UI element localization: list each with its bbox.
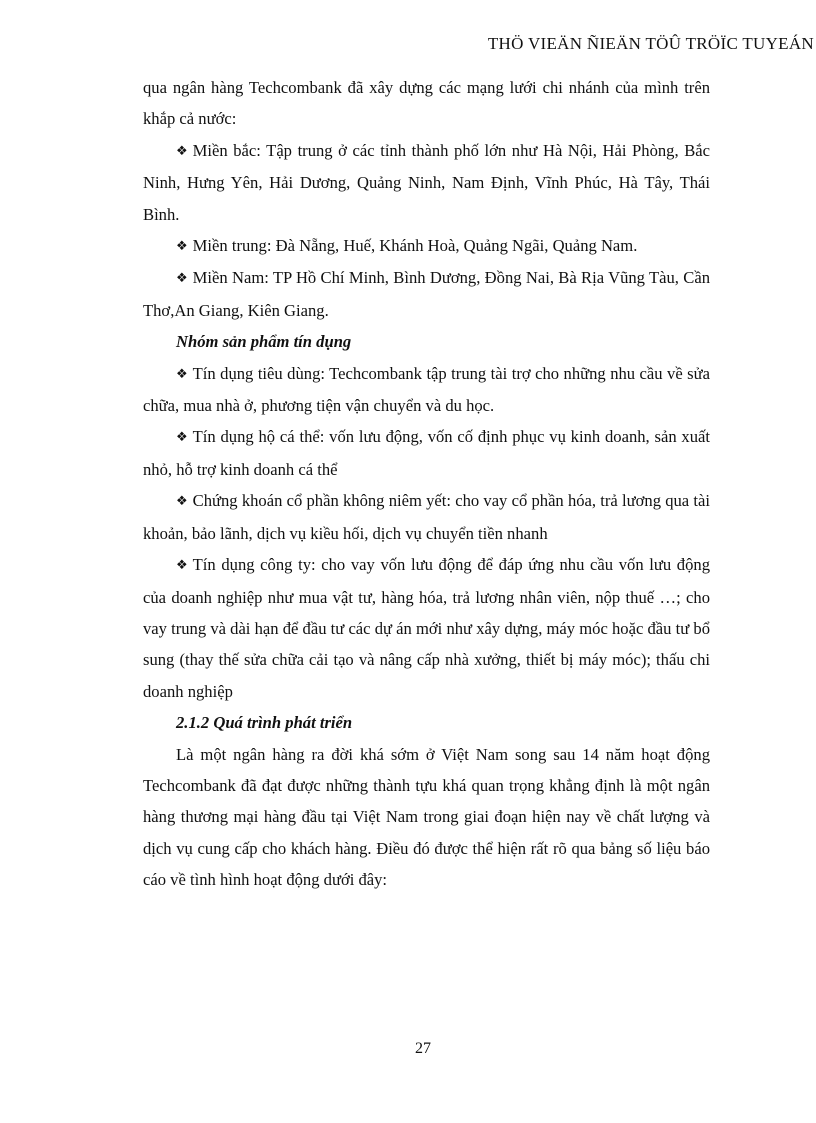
- list-item-text: Tín dụng tiêu dùng: Techcombank tập trung tài trợ cho những nhu cầu về sửa chữa, mua nhà ở, phương tiện vận chuyển và du học.: [143, 363, 710, 416]
- diamond-bullet-icon: ❖: [176, 239, 188, 255]
- list-item-text: Tín dụng công ty: cho vay vốn lưu động để đáp ứng nhu cầu vốn lưu động của doanh nghiệp như mua vật tư, hàng hóa, trả lương nhân viên, nộp thuế …; cho vay trung và dài hạn để đầu tư các dự án mới như xây dựng, máy móc hoặc đầu tư bổ sung (thay thế sửa chữa cải tạo và nâng cấp nhà xưởng, thiết bị máy móc); thấu chi doanh nghiệp: [143, 555, 710, 701]
- list-item-mien-trung: [143, 230, 710, 262]
- list-item-text: Miền bắc: Tập trung ở các tỉnh thành phố lớn như Hà Nội, Hải Phòng, Bắc Ninh, Hưng Yên, Hải Dương, Quảng Ninh, Nam Định, Vĩnh Phúc, Hà Tây, Thái Bình.: [143, 140, 710, 224]
- diamond-bullet-icon: ❖: [176, 271, 188, 287]
- list-item-text: Miền Nam: TP Hồ Chí Minh, Bình Dương, Đồng Nai, Bà Rịa Vũng Tàu, Cần Thơ,An Giang, Kiên Giang.: [143, 268, 710, 320]
- list-item-text: Chứng khoán cổ phần không niêm yết: cho vay cổ phần hóa, trả lương qua tài khoản, bảo lãnh, dịch vụ kiều hối, dịch vụ chuyển tiền nhanh: [143, 491, 710, 543]
- section-heading-credit-products: Nhóm sản phẩm tín dụng: [176, 332, 352, 352]
- section-heading-development: 2.1.2 Quá trình phát triển: [176, 713, 353, 733]
- diamond-bullet-icon: ❖: [176, 143, 188, 159]
- diamond-bullet-icon: ❖: [176, 430, 188, 446]
- diamond-bullet-icon: ❖: [176, 558, 188, 574]
- list-item-household-credit: [143, 421, 710, 485]
- page-number: 27: [415, 1040, 431, 1057]
- list-item-corporate-credit: [143, 549, 710, 707]
- intro-paragraph: qua ngân hàng Techcombank đã xây dựng các mạng lưới chi nhánh của mình trên khắp cả nước:: [143, 78, 710, 129]
- list-item-mien-bac: [143, 135, 710, 230]
- list-item-text: Tín dụng hộ cá thể: vốn lưu động, vốn cố định phục vụ kinh doanh, sản xuất nhỏ, hỗ trợ kinh doanh cá thể: [143, 427, 710, 479]
- list-item-mien-nam: [143, 262, 710, 326]
- diamond-bullet-icon: ❖: [176, 494, 188, 510]
- list-item-text: Miền trung: Đà Nẵng, Huế, Khánh Hoà, Quảng Ngãi, Quảng Nam.: [192, 236, 638, 256]
- document-body: [143, 72, 710, 896]
- development-paragraph: Là một ngân hàng ra đời khá sớm ở Việt Nam song sau 14 năm hoạt động Techcombank đã đạt được những thành tựu khá quan trọng khẳng định là một ngân hàng thương mại hàng đầu tại Việt Nam trong giai đoạn hiện nay về chất lượng và dịch vụ cung cấp cho khách hàng. Điều đó được thể hiện rất rõ qua bảng số liệu báo cáo về tình hình hoạt động dưới đây:: [143, 744, 710, 890]
- list-item-unlisted-shares: [143, 485, 710, 549]
- diamond-bullet-icon: ❖: [176, 366, 188, 382]
- page-header-title: THÖ VIEÄN ÑIEÄN TÖÛ TRÖÏC TUYEÁN: [487, 34, 814, 53]
- list-item-consumer-credit: [143, 358, 710, 422]
